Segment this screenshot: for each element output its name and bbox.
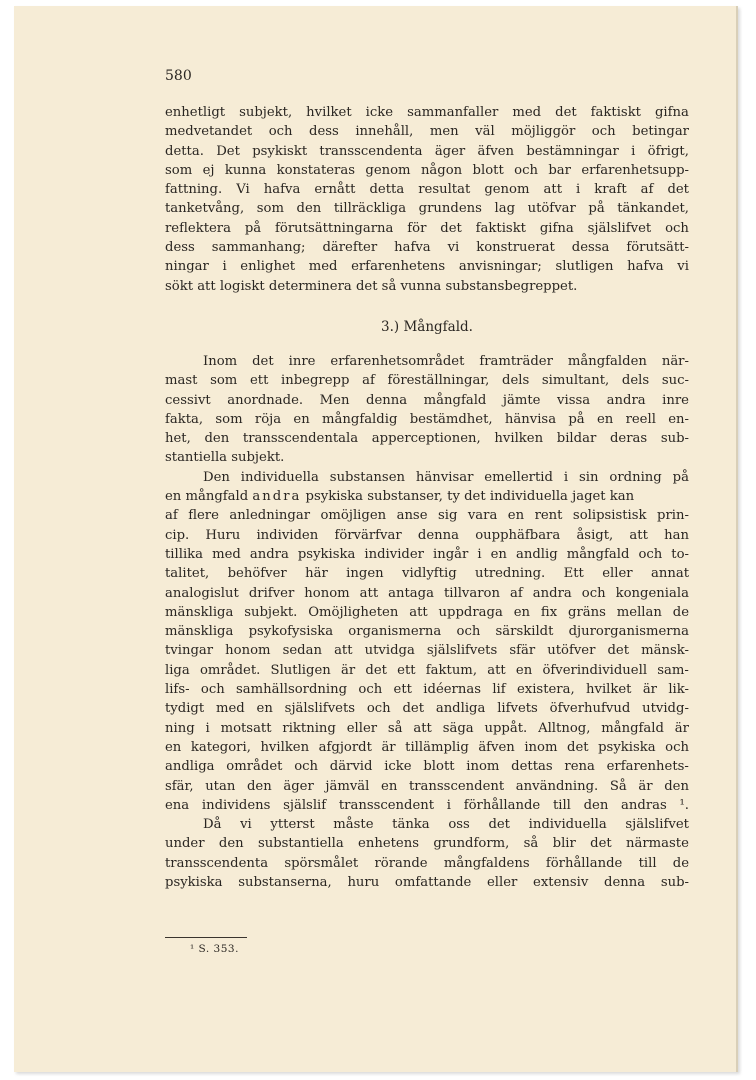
section-heading: 3.) Mångfald. <box>381 318 473 335</box>
text-line: stantiella subjekt. <box>165 450 285 466</box>
text-line: detta. Det psykiskt transscendenta äger äfven bestämningar i öfrigt, <box>165 143 689 159</box>
text-line: Inom det inre erfarenhetsområdet framträder mångfalden när- <box>203 353 689 369</box>
text-line: dess sammanhang; därefter hafva vi konstruerat dessa förutsätt- <box>165 240 689 256</box>
footnote: ¹ S. 353. <box>190 943 239 955</box>
text-line: Då vi ytterst måste tänka oss det individuella själslifvet <box>203 817 689 833</box>
text-line: enhetligt subjekt, hvilket icke sammanfaller med det faktiskt gifna <box>165 105 689 120</box>
text-line: mänskliga psykofysiska organismerna och särskildt djurorganismerna <box>165 624 689 640</box>
text-line: andliga området och därvid icke blott inom dettas rena erfarenhets- <box>165 759 689 775</box>
footnote-divider <box>165 937 247 938</box>
text-line: mast som ett inbegrepp af föreställningar, dels simultant, dels suc- <box>165 373 689 389</box>
text-line: psykiska substanserna, huru omfattande eller extensiv denna sub- <box>165 874 689 890</box>
text-line: cip. Huru individen förvärfvar denna oupphäfbara åsigt, att han <box>165 527 689 543</box>
text-line: reflektera på förutsättningarna för det faktiskt gifna själslifvet och <box>165 220 689 236</box>
text-line: under den substantiella enhetens grundform, så blir det närmaste <box>165 836 689 852</box>
text-line: sfär, utan den äger jämväl en transscendent användning. Så är den <box>165 778 689 794</box>
text-line: ena individens själslif transscendent i förhållande till den andras ¹. <box>165 797 689 813</box>
page-sheet <box>14 6 738 1072</box>
text-line: ningar i enlighet med erfarenhetens anvisningar; slutligen hafva vi <box>165 259 689 275</box>
text-line: lifs- och samhällsordning och ett idéernas lif existera, hvilket är lik- <box>165 682 689 698</box>
text-line: en kategori, hvilken afgjordt är tillämplig äfven inom det psykiska och <box>165 739 689 755</box>
text-line: af flere anledningar omöjligen anse sig vara en rent solipsistisk prin- <box>165 508 689 524</box>
text-line: tillika med andra psykiska individer ingår i en andlig mångfald och to- <box>165 546 689 562</box>
page-number: 580 <box>165 68 192 84</box>
text-line: transscendenta spörsmålet rörande mångfaldens förhållande till de <box>165 855 689 871</box>
emphasized-word: andra <box>252 489 302 505</box>
text-line: het, den transscendentala apperceptionen, hvilken bildar deras sub- <box>165 431 689 447</box>
text-line-mixed <box>165 487 689 506</box>
text-line: som ej kunna konstateras genom någon blott och bar erfarenhetsupp- <box>165 162 689 178</box>
text-segment: en mångfald <box>165 489 253 505</box>
text-line: tydigt med en själslifvets och det andliga lifvets öfverhufvud utvidg- <box>165 701 689 717</box>
text-line: sökt att logiskt determinera det så vunna substansbegreppet. <box>165 278 578 294</box>
text-line: analogislut drifver honom att antaga tillvaron af andra och kongeniala <box>165 585 689 601</box>
text-line: Den individuella substansen hänvisar emellertid i sin ordning på <box>203 469 689 485</box>
text-line: cessivt anordnade. Men denna mångfald jämte vissa andra inre <box>165 392 689 408</box>
text-line: mänskliga subjekt. Omöjligheten att uppdraga en fix gräns mellan de <box>165 604 689 620</box>
text-line: medvetandet och dess innehåll, men väl möjliggör och betingar <box>165 124 689 140</box>
body-text <box>165 103 689 892</box>
text-line: tanketvång, som den tillräckliga grundens lag utöfvar på tänkandet, <box>165 201 689 217</box>
text-line: tvingar honom sedan att utvidga själslifvets sfär utöfver det mänsk- <box>165 643 689 659</box>
text-segment: psykiska substanser, ty det individuella jaget kan <box>301 489 635 505</box>
text-line: liga området. Slutligen är det ett faktum, att en öfverindividuell sam- <box>165 662 689 678</box>
paragraph-2 <box>165 352 689 468</box>
text-line: talitet, behöfver här ingen vidlyftig utredning. Ett eller annat <box>165 566 689 582</box>
paragraph-4 <box>165 815 689 892</box>
text-line: fattning. Vi hafva ernått detta resultat genom att i kraft af det <box>165 182 689 198</box>
text-line: fakta, som röja en mångfaldig bestämdhet, hänvisa på en reell en- <box>165 411 689 427</box>
text-line: ning i motsatt riktning eller så att säga uppåt. Alltnog, mångfald är <box>165 720 689 736</box>
paragraph-1 <box>165 103 689 296</box>
paragraph-3 <box>165 468 689 815</box>
